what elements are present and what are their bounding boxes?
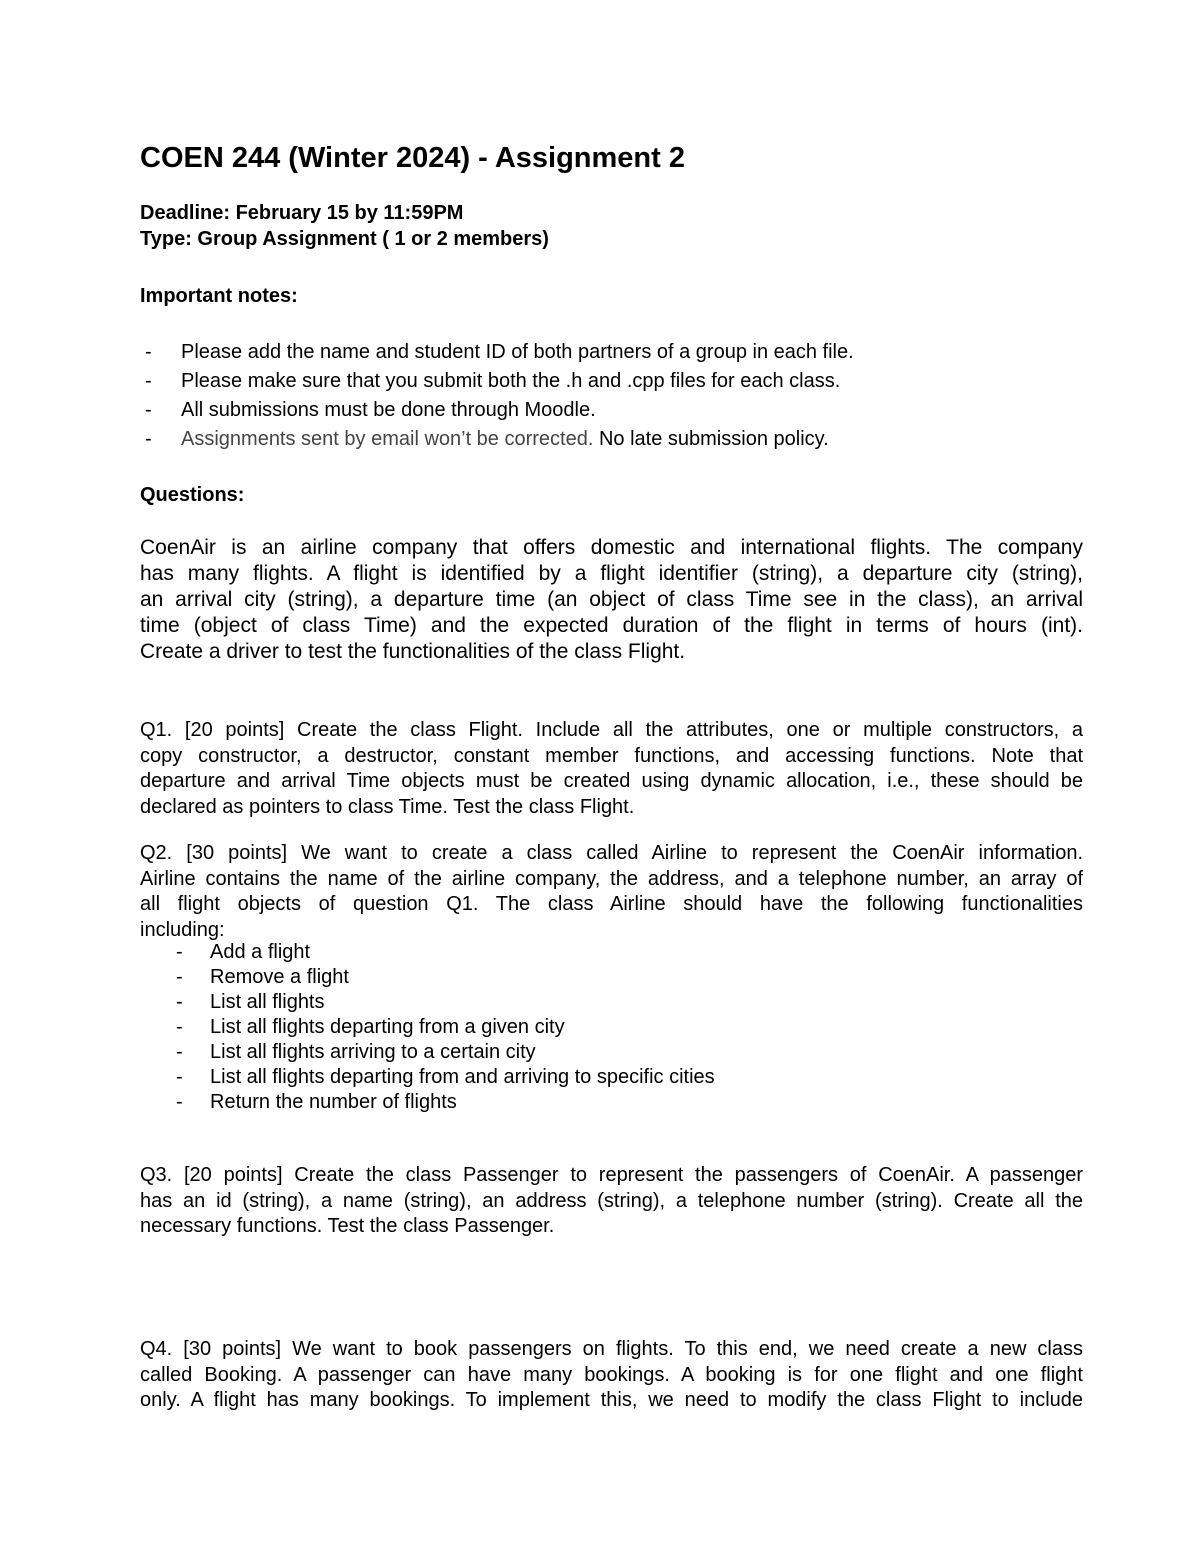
list-item: List all flights departing from and arriving to specific cities: [210, 1066, 715, 1088]
paragraph-line: only. A flight has many bookings. To implement this, we need to modify the class Flight to include: [140, 1389, 1083, 1411]
list-item: All submissions must be done through Moodle.: [181, 399, 596, 421]
page-title: COEN 244 (Winter 2024) - Assignment 2: [140, 142, 685, 174]
list-item: Add a flight: [210, 941, 311, 963]
paragraph-line: Q1. [20 points] Create the class Flight. Include all the attributes, one or multiple constructors, a: [140, 719, 1083, 741]
paragraph-line: an arrival city (string), a departure time (an object of class Time see in the class), an arrival: [140, 588, 1083, 611]
list-item-main: Assignments sent by email won’t be corrected.: [181, 428, 594, 450]
paragraph-line: CoenAir is an airline company that offers domestic and international flights. The company: [140, 536, 1083, 559]
list-item: List all flights: [210, 991, 325, 1013]
paragraph-line: has many flights. A flight is identified by a flight identifier (string), a departure city (string),: [140, 562, 1083, 585]
question-4: [140, 1337, 1083, 1414]
list-bullet: -: [176, 1066, 183, 1088]
list-bullet: -: [145, 399, 152, 421]
list-item: List all flights arriving to a certain city: [210, 1041, 536, 1063]
deadline-line: Deadline: February 15 by 11:59PM: [140, 202, 464, 224]
list-bullet: -: [145, 370, 152, 392]
intro-paragraph: [140, 535, 1083, 665]
list-bullet: -: [176, 991, 183, 1013]
list-bullet: -: [176, 1041, 183, 1063]
paragraph-line: called Booking. A passenger can have many bookings. A booking is for one flight and one flight: [140, 1363, 1083, 1386]
paragraph-line: Q4. [30 points] We want to book passengers on flights. To this end, we need create a new class: [140, 1338, 1083, 1360]
list-bullet: -: [176, 1016, 183, 1038]
paragraph-line: Q2. [30 points] We want to create a class called Airline to represent the CoenAir information.: [140, 842, 1083, 864]
list-bullet: -: [176, 1091, 183, 1113]
list-item: Please make sure that you submit both the .h and .cpp files for each class.: [181, 370, 841, 392]
paragraph-line: departure and arrival Time objects must be created using dynamic allocation, i.e., these should be: [140, 770, 1083, 792]
list-item: Please add the name and student ID of both partners of a group in each file.: [181, 341, 854, 363]
important-notes-heading: Important notes:: [140, 285, 298, 307]
list-bullet: -: [176, 941, 183, 963]
paragraph-line: Airline contains the name of the airline company, the address, and a telephone number, an array of: [140, 867, 1083, 890]
list-bullet: -: [145, 428, 152, 450]
paragraph-line: Q3. [20 points] Create the class Passenger to represent the passengers of CoenAir. A passenger: [140, 1164, 1083, 1186]
list-bullet: -: [176, 966, 183, 988]
late-policy-text: No late submission policy.: [593, 428, 829, 450]
list-item: Remove a flight: [210, 966, 349, 988]
paragraph-line: copy constructor, a destructor, constant member functions, and accessing functions. Note that: [140, 744, 1083, 767]
paragraph-line: including:: [140, 918, 225, 941]
questions-heading: Questions:: [140, 484, 245, 506]
paragraph-line: all flight objects of question Q1. The class Airline should have the following functionalities: [140, 893, 1083, 915]
paragraph-line: declared as pointers to class Time. Test the class Flight.: [140, 795, 635, 818]
question-1: [140, 718, 1083, 820]
list-item: [181, 428, 829, 451]
list-item: Return the number of flights: [210, 1091, 457, 1113]
list-bullet: -: [145, 341, 152, 363]
list-item: List all flights departing from a given city: [210, 1016, 565, 1038]
question-2: [140, 841, 1083, 943]
question-3: [140, 1163, 1083, 1240]
paragraph-line: has an id (string), a name (string), an address (string), a telephone number (string). Create all the: [140, 1189, 1083, 1212]
type-line: Type: Group Assignment ( 1 or 2 members): [140, 228, 549, 250]
paragraph-line: Create a driver to test the functionalities of the class Flight.: [140, 640, 686, 663]
paragraph-line: time (object of class Time) and the expected duration of the flight in terms of hours (int).: [140, 614, 1083, 637]
paragraph-line: necessary functions. Test the class Passenger.: [140, 1215, 555, 1237]
